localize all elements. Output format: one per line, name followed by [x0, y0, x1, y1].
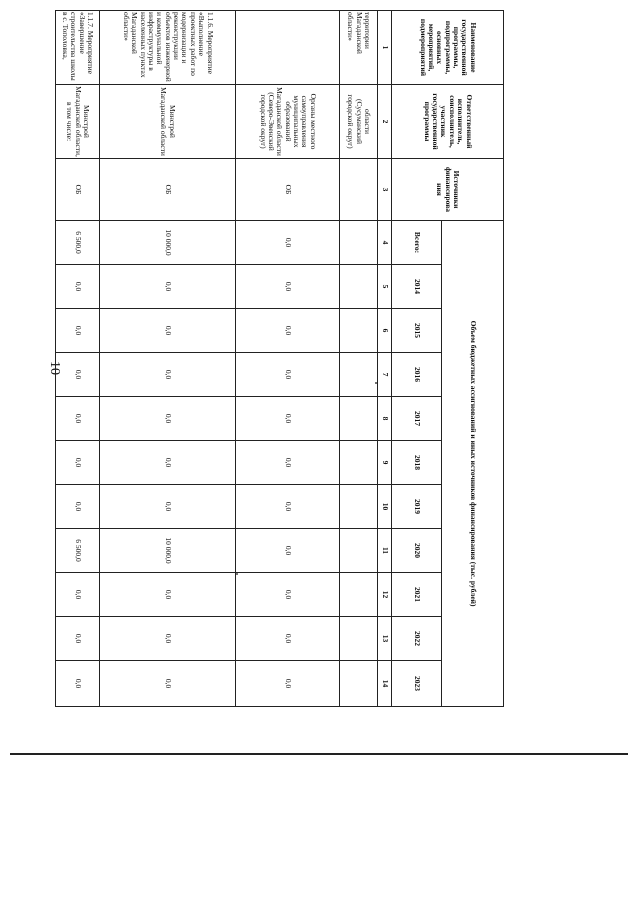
- table-row: [236, 11, 340, 707]
- row-value: 0,0: [56, 661, 100, 707]
- row-value: 0,0: [100, 485, 236, 529]
- row-value: [340, 529, 378, 573]
- header-year: 2020: [392, 529, 442, 573]
- row-value: [340, 309, 378, 353]
- row-value: 0,0: [236, 529, 340, 573]
- row-source: ОБ: [100, 159, 236, 221]
- header-year: 2021: [392, 573, 442, 617]
- row-total: 6 500,0: [56, 221, 100, 265]
- col-number: 6: [378, 309, 392, 353]
- rotated-table-container: [59, 10, 504, 706]
- header-year: 2022: [392, 617, 442, 661]
- col-number: 2: [378, 85, 392, 159]
- row-value: 0,0: [100, 353, 236, 397]
- row-executor: Минстрой Магаданской области, в том числе:: [56, 85, 100, 159]
- row-source: ОБ: [56, 159, 100, 221]
- header-funding: Объем бюджетных ассигнований и иных источников финансирования (тыс. рублей): [442, 221, 504, 707]
- header-executor: Ответственный исполнитель, соисполнитель, участник государственной программы: [392, 85, 504, 159]
- row-value: 0,0: [100, 661, 236, 707]
- row-value: [340, 485, 378, 529]
- header-year: 2017: [392, 397, 442, 441]
- page-number: 10: [47, 361, 62, 375]
- row-executor: Минстрой Магаданской области: [100, 85, 236, 159]
- header-total: Всего:: [392, 221, 442, 265]
- row-value: 0,0: [236, 353, 340, 397]
- table-row: [100, 11, 236, 707]
- row-value: 0,0: [236, 309, 340, 353]
- row-value: [340, 353, 378, 397]
- row-value: 0,0: [100, 309, 236, 353]
- row-value: 0,0: [236, 573, 340, 617]
- row-value: 0,0: [100, 397, 236, 441]
- row-value: 0,0: [100, 573, 236, 617]
- row-value: 6 500,0: [56, 529, 100, 573]
- header-year: 2018: [392, 441, 442, 485]
- row-value: 0,0: [100, 441, 236, 485]
- row-value: 0,0: [56, 573, 100, 617]
- row-total: 0,0: [236, 221, 340, 265]
- row-value: 0,0: [236, 485, 340, 529]
- row-value: 0,0: [56, 353, 100, 397]
- row-value: 0,0: [56, 485, 100, 529]
- header-year: 2015: [392, 309, 442, 353]
- row-value: [340, 265, 378, 309]
- row-value: 0,0: [236, 265, 340, 309]
- header-year: 2023: [392, 661, 442, 707]
- row-value: 0,0: [56, 617, 100, 661]
- header-year: 2014: [392, 265, 442, 309]
- col-number: 13: [378, 617, 392, 661]
- col-number: 12: [378, 573, 392, 617]
- row-value: 0,0: [236, 397, 340, 441]
- col-number: 8: [378, 397, 392, 441]
- header-year: 2019: [392, 485, 442, 529]
- row-value: 0,0: [236, 441, 340, 485]
- row-value: 0,0: [100, 617, 236, 661]
- header-source: Источники финансирова ния: [392, 159, 504, 221]
- col-number: 5: [378, 265, 392, 309]
- col-number: 11: [378, 529, 392, 573]
- header-year: 2016: [392, 353, 442, 397]
- col-number: 10: [378, 485, 392, 529]
- row-value: 0,0: [56, 265, 100, 309]
- row-name: территории Магаданской области»: [340, 11, 378, 85]
- row-value: 0,0: [236, 661, 340, 707]
- row-value: [340, 397, 378, 441]
- row-value: [340, 441, 378, 485]
- row-value: 0,0: [56, 397, 100, 441]
- row-value: 0,0: [100, 265, 236, 309]
- row-total: 10 000,0: [100, 221, 236, 265]
- row-value: [340, 573, 378, 617]
- funding-table: [55, 10, 504, 707]
- col-number: 3: [378, 159, 392, 221]
- row-name: [236, 11, 340, 85]
- row-executor: области (Сусуманский городской округ): [340, 85, 378, 159]
- col-number: 14: [378, 661, 392, 707]
- row-value: 0,0: [56, 441, 100, 485]
- row-value: 0,0: [236, 617, 340, 661]
- row-source: ОБ: [236, 159, 340, 221]
- row-value: [340, 617, 378, 661]
- row-name: 1.1.6. Мероприятие «Выполнение проектных работ по модернизации и реконструкции объектов инженерной и коммунальной инфраструктуры в населенных пунктах Магаданской области»: [100, 11, 236, 85]
- header-name: Наименование государственной программы, подпрограммы, основных мероприятий, подмероприятий: [392, 11, 504, 85]
- col-number: 9: [378, 441, 392, 485]
- row-total: [340, 221, 378, 265]
- page-divider: [10, 753, 628, 755]
- col-number: 7: [378, 353, 392, 397]
- table-row: [340, 11, 378, 707]
- row-value: 10 000,0: [100, 529, 236, 573]
- table-row: [56, 11, 100, 707]
- row-name: 1.1.7. Мероприятие «Завершение строительства школы в с. Тополовка,: [56, 11, 100, 85]
- col-number: 4: [378, 221, 392, 265]
- col-number: 1: [378, 11, 392, 85]
- row-executor: Органы местного самоуправления муниципальных образований Магаданской области (Северо-Эвенский городской округ): [236, 85, 340, 159]
- row-value: 0,0: [56, 309, 100, 353]
- row-source: [340, 159, 378, 221]
- row-value: [340, 661, 378, 707]
